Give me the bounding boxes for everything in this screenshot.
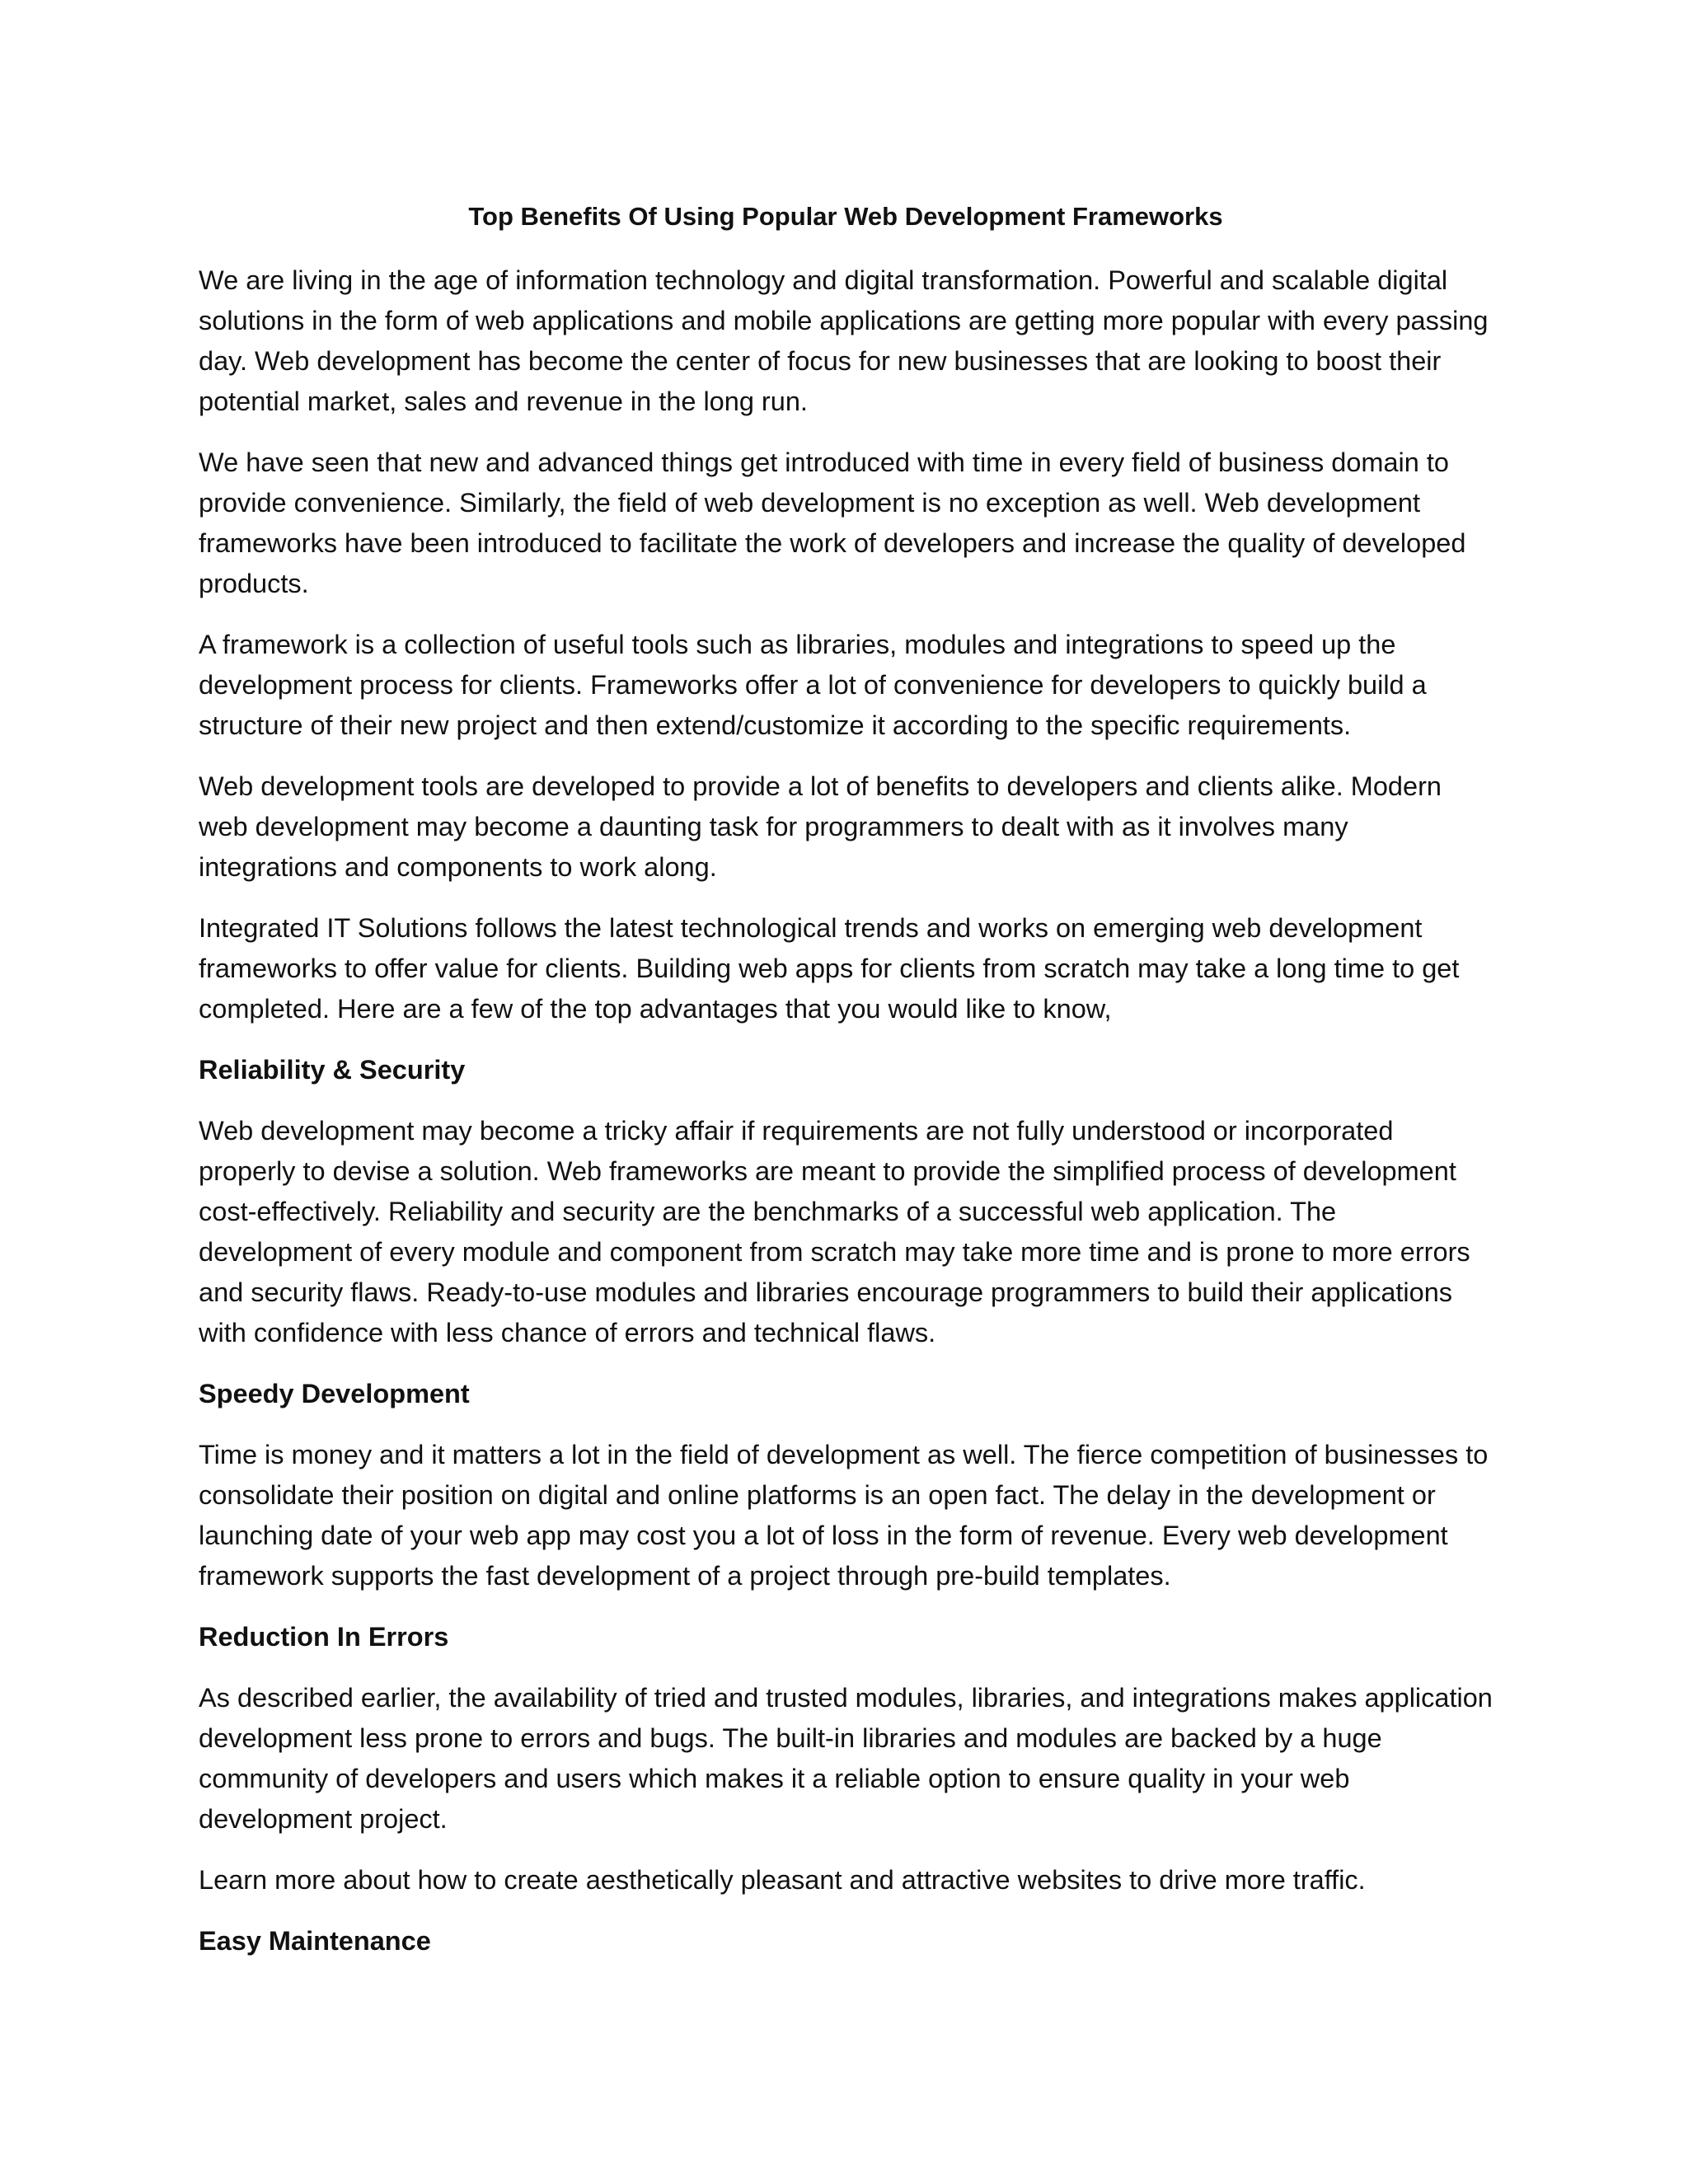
paragraph-advanced-things: We have seen that new and advanced things get introduced with time in every field of business domain to provide convenience. Similarly, the field of web development is no exception as well. Web development frameworks have been introduced to facilitate the work of developers and increase the quality of developed products.: [199, 448, 1466, 598]
paragraph-web-development-tools: Web development tools are developed to provide a lot of benefits to developers and clients alike. Modern web development may become a daunting task for programmers to dealt with as it involves many integrations and components to work along.: [199, 771, 1442, 882]
heading-speedy-development: Speedy Development: [199, 1379, 470, 1408]
heading-reliability-security: Reliability & Security: [199, 1055, 466, 1085]
paragraph-intro: We are living in the age of information technology and digital transformation. Powerful and scalable digital solutions in the form of web applications and mobile applications are getting more popular with every passing day. Web development has become the center of focus for new businesses that are looking to boost their potential market, sales and revenue in the long run.: [199, 265, 1489, 416]
paragraph-learn-more: Learn more about how to create aesthetically pleasant and attractive websites to drive more traffic.: [199, 1865, 1366, 1895]
heading-easy-maintenance: Easy Maintenance: [199, 1926, 431, 1956]
document-content: [199, 198, 1493, 1982]
paragraph-speedy-development: Time is money and it matters a lot in the field of development as well. The fierce competition of businesses to consolidate their position on digital and online platforms is an open fact. The delay in the development or launching date of your web app may cost you a lot of loss in the form of revenue. Every web development framework supports the fast development of a project through pre-build templates.: [199, 1440, 1489, 1591]
paragraph-reduction-in-errors: As described earlier, the availability of tried and trusted modules, libraries, and integrations makes application development less prone to errors and bugs. The built-in libraries and modules are backed by a huge community of developers and users which makes it a reliable option to ensure quality in your web development project.: [199, 1683, 1493, 1834]
document-title: Top Benefits Of Using Popular Web Development Frameworks: [468, 202, 1223, 231]
paragraph-reliability-security: Web development may become a tricky affair if requirements are not fully understood or incorporated properly to devise a solution. Web frameworks are meant to provide the simplified process of development cost-effectively. Reliability and security are the benchmarks of a successful web application. The development of every module and component from scratch may take more time and is prone to more errors and security flaws. Ready-to-use modules and libraries encourage programmers to build their applications with confidence with less chance of errors and technical flaws.: [199, 1116, 1470, 1347]
heading-reduction-in-errors: Reduction In Errors: [199, 1622, 449, 1652]
paragraph-integrated-it-solutions: Integrated IT Solutions follows the latest technological trends and works on emerging web development frameworks to offer value for clients. Building web apps for clients from scratch may take a long time to get completed. Here are a few of the top advantages that you would like to know,: [199, 913, 1460, 1024]
paragraph-framework-definition: A framework is a collection of useful tools such as libraries, modules and integrations to speed up the development process for clients. Frameworks offer a lot of convenience for developers to quickly build a structure of their new project and then extend/customize it according to the specific requirements.: [199, 630, 1427, 740]
